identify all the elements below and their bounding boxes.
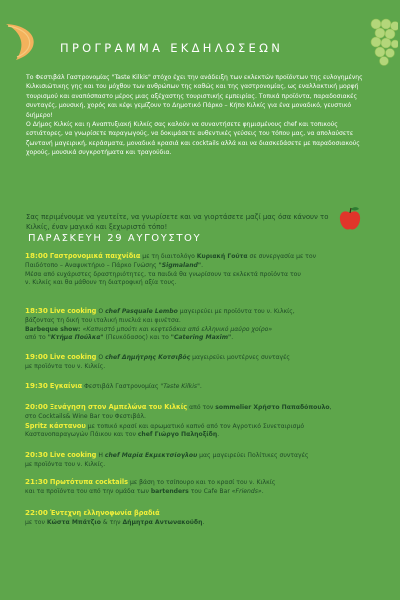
event-title: Ξενάγηση στον Αμπελώνα του Κιλκίς — [49, 403, 188, 411]
event-title: Πρωτότυπα cocktails — [49, 478, 129, 486]
event-text: με προϊόντα του ν. Κιλκίς. — [25, 460, 106, 468]
event-text: με προϊόντα του ν. Κιλκίς. — [25, 362, 106, 370]
event-person: chef Γιώργο Παληοξίδη — [137, 431, 218, 439]
event-subtitle: Barbeque show: — [25, 325, 83, 333]
invitation-text: Σας περιμένουμε να γευτείτε, να γνωρίσετε και να γιορτάσετε μαζί μας όσα κάνουν το Κιλκίς, έναν μαγικό και ξεχωριστό τόπο! — [26, 213, 329, 232]
event-venue: «Friends» — [231, 487, 262, 495]
event-person: chef Δημήτρης Κοτσιβός — [105, 354, 191, 361]
event-person: Δήμητρα Αντωνακούδη — [122, 518, 203, 526]
event-text: μας μαγειρεύει Πολίτικες συνταγές — [197, 452, 309, 459]
event-time: 22:00 — [25, 508, 48, 517]
intro-paragraph-2: Ο Δήμος Κιλκίς και η Αναπτυξιακή Κιλκίς σας καλούν να συναντήσετε φημισμένους chef και τοπικούς εστιάτορες, να γνωρίσετε παραγωγούς, να δοκιμάσετε αυθεντικές γεύσεις του τόπου μας, να απολαύσετε ζωντανή μαγειρική, κεράσματα, μοναδικά κρασιά και cocktails αλλά και να διασκεδάσετε με παραδοσιακούς χορούς, μουσικά συγκροτήματα και τραγούδια. — [26, 121, 360, 157]
event-text: με τον — [25, 518, 47, 526]
event-text: (Πευκόδασος) και το — [103, 334, 171, 342]
event-time: 19:00 — [25, 352, 48, 361]
event-text: του Cafe Bar — [188, 487, 232, 495]
event-time: 19:30 — [25, 381, 48, 390]
event-text: Η — [96, 452, 105, 459]
event-time: 18:00 — [25, 251, 48, 260]
event-text: Ο — [96, 308, 106, 315]
event-item — [25, 382, 375, 392]
event-title: Live cooking — [49, 307, 97, 315]
event-text: με τοπικό κρασί και αρωματικό καπνό από τον Αγροτικό Συνεταιρισμό — [85, 422, 305, 430]
event-text: στο Cocktails& Wine Bar του Φεστιβάλ. — [25, 412, 146, 420]
event-text: και τα προϊόντα του από την ομάδα των — [25, 487, 151, 495]
event-item — [25, 307, 375, 343]
event-text: με βάση το τσίπουρο και το κρασί του ν. Κιλκίς — [128, 479, 276, 486]
event-person: Κώστα Μπάτζιο — [46, 518, 101, 526]
event-text: & την — [100, 518, 123, 526]
event-text: . — [231, 334, 234, 342]
grapes-icon — [368, 16, 398, 68]
event-venue: "Catering Maxim" — [170, 334, 232, 342]
event-text: Καστανοπαραγωγών Πάικου και τον — [25, 431, 138, 439]
event-text: από τον — [187, 404, 216, 411]
event-text: . — [199, 383, 202, 390]
event-text: . — [261, 487, 264, 495]
event-item — [25, 403, 375, 440]
event-person: chef Μαρία Εκμεκτσίογλου — [104, 452, 198, 459]
event-title: Εγκαίνια — [49, 382, 83, 390]
event-person: Κυριακή Γούτα — [196, 253, 248, 260]
event-time: 20:30 — [25, 450, 48, 459]
event-text: σε συνεργασία με τον — [247, 253, 316, 260]
day-heading: ΠΑΡΑΣΚΕΥΗ 29 ΑΥΓΟΥΣΤΟΥ — [28, 233, 202, 244]
intro-text — [26, 73, 366, 158]
intro-paragraph-1: Το Φεστιβάλ Γαστρονομίας "Taste Kilkis" στόχο έχει την ανάδειξη των εκλεκτών προϊόντων της ευλογημένης Κιλκισιώτικης γης και του μόχθου των ανθρώπων της καθώς και της γαστρονομίας, ως εναλλακτική μορφή τουρισμού και αναπόσπαστο μέρος μιας αξέχαστης τουριστικής εμπειρίας. Τοπικά προϊόντα, παραδοσιακές συνταγές, μουσική, χορός και κέφι γεμίζουν το Δημοτικό Πάρκο – Κήπο Κιλκίς για ένα μοναδικό, γευστικό διήμερο! — [26, 74, 363, 119]
event-item — [25, 252, 375, 288]
event-text: . — [202, 518, 205, 526]
event-time: 18:30 — [25, 306, 48, 315]
event-person: chef Pasquale Lembo — [105, 308, 178, 315]
event-person: bartenders — [150, 487, 189, 495]
event-festival-name: "Taste Kilkis" — [160, 383, 200, 390]
event-text: . — [201, 261, 204, 269]
event-title: Έντεχνη ελληνοφωνία βραδιά — [49, 509, 160, 517]
page-title: ΠΡΟΓΡΑΜΜΑ ΕΚΔΗΛΩΣΕΩΝ — [60, 41, 284, 55]
melon-slice-icon — [4, 22, 42, 62]
event-text: μαγειρεύει μοντέρνες συνταγές — [190, 354, 290, 361]
event-text: Φεστιβάλ Γαστρονομίας — [82, 383, 161, 390]
event-item — [25, 478, 375, 497]
event-text: «Καπνιστό μπούτι και κεφτεδάκια από ελληνικό μαύρο χοίρο» — [82, 325, 273, 333]
event-time: 20:00 — [25, 402, 48, 411]
event-text: από το — [25, 334, 48, 342]
event-item — [25, 451, 375, 470]
event-subtitle: Spritz κάστανου — [25, 421, 86, 430]
event-person: sommelier Χρήστο Παπαδόπουλο — [215, 404, 330, 411]
event-item — [25, 509, 375, 528]
event-text: , — [329, 404, 332, 411]
event-text: Μέσα από ευχάριστες δραστηριότητες, τα παιδιά θα γνωρίσουν τα εκλεκτά προϊόντα του — [25, 270, 301, 278]
event-text: Παιδότοπο – Αναψυκτήριο – Πάρκο Γνώσης — [25, 261, 159, 269]
event-title: Live cooking — [49, 353, 97, 361]
event-text: βάζοντας τη δική του ιταλική πινελιά και φινέτσα. — [25, 316, 181, 324]
event-title: Γαστρονομικά παιχνίδια — [49, 252, 141, 260]
event-title: Live cooking — [49, 451, 97, 459]
event-text: ν. Κιλκίς και θα μάθουν τη διατροφική αξία τους. — [25, 279, 177, 287]
event-text: Ο — [96, 354, 106, 361]
apple-icon — [338, 206, 362, 232]
event-text: με τη διαιτολόγο — [140, 253, 197, 260]
event-text: μαγειρεύει με προϊόντα του ν. Κιλκίς, — [177, 308, 295, 315]
event-venue: "Sigmaland" — [158, 261, 202, 269]
event-venue: "Κτήμα Πούλκα" — [47, 334, 104, 342]
event-time: 21:30 — [25, 477, 48, 486]
event-text: . — [217, 431, 220, 439]
event-item — [25, 353, 375, 372]
